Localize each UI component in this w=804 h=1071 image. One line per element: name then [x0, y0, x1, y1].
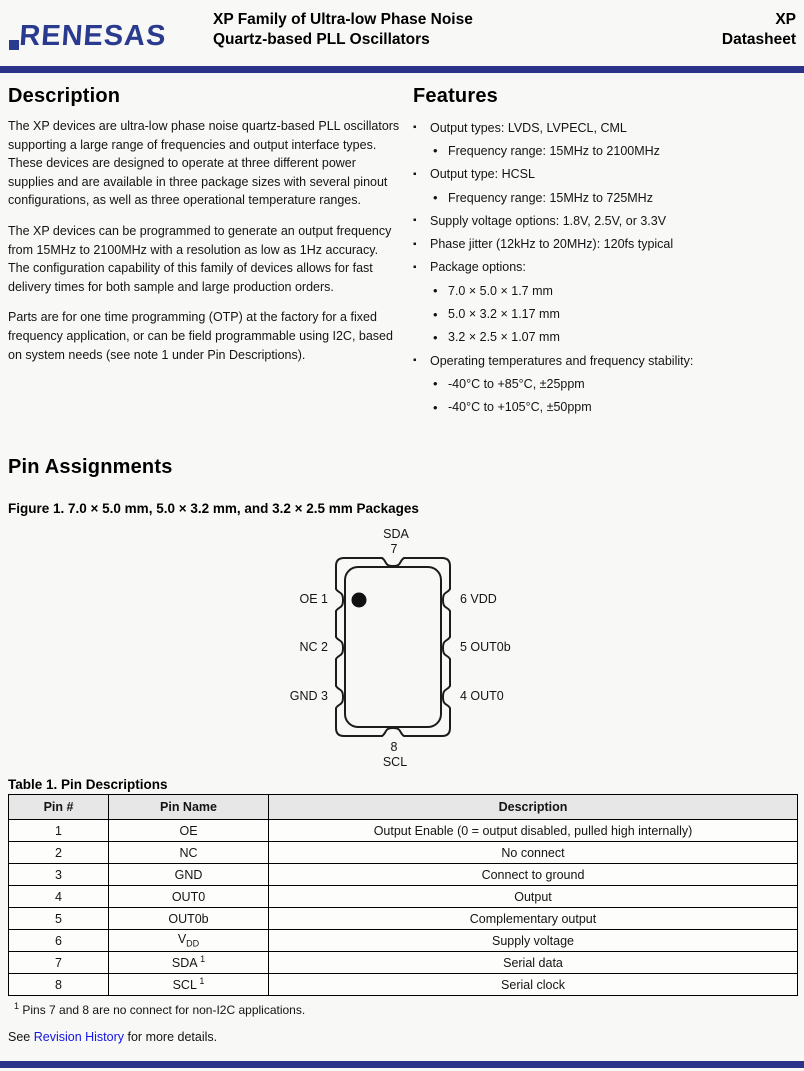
- feature-text: -40°C to +105°C, ±50ppm: [448, 400, 592, 415]
- table-row: [9, 820, 798, 842]
- square-bullet-icon: ▪: [413, 238, 417, 250]
- product-name: XP: [775, 11, 796, 28]
- footer-divider-bar: [0, 1061, 804, 1068]
- footnote-text: Pins 7 and 8 are no connect for non-I2C applications.: [19, 1003, 306, 1017]
- feature-text: Output types: LVDS, LVPECL, CML: [430, 120, 627, 135]
- pin-descriptions-table: [8, 794, 798, 996]
- pin-number-cell: 4: [9, 886, 109, 908]
- pin-number-cell: 1: [9, 820, 109, 842]
- feature-item: [413, 186, 804, 209]
- pin-label-5-out0b: 5 OUT0b: [460, 640, 511, 654]
- feature-item: [413, 163, 804, 186]
- pin-description-cell: Serial data: [269, 952, 798, 974]
- pin-name-cell: SDA $^1$: [109, 952, 269, 974]
- table-row: [9, 864, 798, 886]
- column-header: Pin #: [9, 795, 109, 820]
- feature-item: [413, 349, 804, 372]
- pin-name-cell: GND: [109, 864, 269, 886]
- revision-history-link[interactable]: Revision History: [33, 1030, 125, 1044]
- square-bullet-icon: ▪: [413, 122, 417, 134]
- round-bullet-icon: •: [433, 190, 438, 206]
- doc-type: Datasheet: [721, 31, 796, 48]
- doc-title-line1: XP Family of Ultra-low Phase Noise: [213, 11, 473, 28]
- pin-number-cell: 2: [9, 842, 109, 864]
- table-header-row: [9, 795, 798, 820]
- feature-text: Output type: HCSL: [430, 167, 535, 182]
- package-body: [345, 567, 441, 727]
- pin-name-cell: OUT0b: [109, 908, 269, 930]
- note-post-text: for more details.: [124, 1030, 218, 1044]
- feature-text: 7.0 × 5.0 × 1.7 mm: [448, 283, 553, 298]
- feature-item: [413, 232, 804, 255]
- pin-label-sda: SDA: [383, 527, 409, 541]
- pin-description-cell: No connect: [269, 842, 798, 864]
- pin-label-gnd-3: GND 3: [289, 689, 328, 703]
- doc-title: [213, 10, 473, 50]
- round-bullet-icon: •: [433, 329, 438, 345]
- feature-text: Frequency range: 15MHz to 725MHz: [448, 190, 653, 205]
- pin-description-cell: Output: [269, 886, 798, 908]
- pin-number-cell: 8: [9, 974, 109, 996]
- pin-description-cell: Output Enable (0 = output disabled, pulled high internally): [269, 820, 798, 842]
- doc-type-block: [722, 10, 796, 50]
- feature-text: Supply voltage options: 1.8V, 2.5V, or 3.3V: [430, 213, 667, 228]
- note-pre-text: See: [8, 1030, 34, 1044]
- doc-title-line2: Quartz-based PLL Oscillators: [213, 31, 430, 48]
- table-row: [9, 952, 798, 974]
- feature-text: Package options:: [430, 260, 526, 275]
- features-list: [413, 116, 804, 419]
- figure-caption: Figure 1. 7.0 × 5.0 mm, 5.0 × 3.2 mm, and 3.2 × 2.5 mm Packages: [8, 501, 419, 516]
- square-bullet-icon: ▪: [413, 355, 417, 367]
- column-header: Description: [269, 795, 798, 820]
- feature-text: -40°C to +85°C, ±25ppm: [448, 376, 585, 391]
- pin-description-cell: Connect to ground: [269, 864, 798, 886]
- feature-item: [413, 116, 804, 139]
- feature-item: [413, 256, 804, 279]
- square-bullet-icon: ▪: [413, 215, 417, 227]
- pin-name-cell: SCL $^1$: [109, 974, 269, 996]
- pin-description-cell: Supply voltage: [269, 930, 798, 952]
- description-heading: Description: [8, 85, 121, 107]
- renesas-logo-image: [8, 12, 208, 58]
- description-paragraphs: [8, 117, 402, 376]
- pin1-marker-dot: [352, 593, 367, 608]
- table-row: [9, 886, 798, 908]
- pin-number-7: 7: [390, 542, 398, 556]
- pin-label-scl: SCL: [382, 755, 408, 769]
- pin-description-cell: Serial clock: [269, 974, 798, 996]
- pin-label-4-out0: 4 OUT0: [460, 689, 504, 703]
- description-paragraph: The XP devices can be programmed to generate an output frequency from 15MHz to 2100MHz with a resolution as low as 1Hz accuracy. The configuration capability of this family of devices allows for fast delivery times for both sample and large production orders.: [8, 223, 392, 294]
- table-row: [9, 930, 798, 952]
- feature-item: [413, 396, 804, 419]
- round-bullet-icon: •: [433, 143, 438, 159]
- square-bullet-icon: ▪: [413, 261, 417, 273]
- renesas-logo: [8, 12, 208, 63]
- pin-name-cell: OE: [109, 820, 269, 842]
- column-header: Pin Name: [109, 795, 269, 820]
- feature-text: Operating temperatures and frequency stability:: [430, 353, 694, 368]
- pin-label-oe-1: OE 1: [299, 592, 328, 606]
- pin-label-nc-2: NC 2: [299, 640, 328, 654]
- pin-name-cell: $V_{DD}$: [109, 930, 269, 952]
- pin-label-6-vdd: 6 VDD: [460, 592, 497, 606]
- feature-item: [413, 372, 804, 395]
- header-divider-bar: [0, 66, 804, 73]
- feature-item: [413, 302, 804, 325]
- round-bullet-icon: •: [433, 376, 438, 392]
- table-row: [9, 842, 798, 864]
- table-caption: Table 1. Pin Descriptions: [8, 777, 168, 792]
- feature-item: [413, 326, 804, 349]
- feature-text: 3.2 × 2.5 × 1.07 mm: [448, 330, 560, 345]
- table-footnote: [14, 1001, 305, 1017]
- pin-number-cell: 7: [9, 952, 109, 974]
- pin-number-cell: 5: [9, 908, 109, 930]
- pin-name-cell: NC: [109, 842, 269, 864]
- feature-text: 5.0 × 3.2 × 1.17 mm: [448, 307, 560, 322]
- round-bullet-icon: •: [433, 306, 438, 322]
- feature-text: Frequency range: 15MHz to 2100MHz: [448, 143, 660, 158]
- features-heading: Features: [413, 85, 498, 107]
- feature-item: [413, 209, 804, 232]
- description-paragraph: Parts are for one time programming (OTP) at the factory for a fixed frequency application, or can be field programmable using I2C, based on system needs (see note 1 under Pin Descriptions).: [8, 310, 393, 362]
- footnote-superscript: 1: [14, 1001, 20, 1011]
- feature-item: [413, 139, 804, 162]
- table-row: [9, 974, 798, 996]
- feature-item: [413, 279, 804, 302]
- revision-history-note: [8, 1030, 217, 1044]
- table-row: [9, 908, 798, 930]
- pin-description-cell: Complementary output: [269, 908, 798, 930]
- round-bullet-icon: •: [433, 283, 438, 299]
- pin-name-cell: OUT0: [109, 886, 269, 908]
- description-paragraph: The XP devices are ultra-low phase noise quartz-based PLL oscillators supporting a large range of frequencies and output interface types. These devices are designed to operate at three different power supplies and are available in three package sizes with several pinout configurations, as well as three operational temperature ranges.: [8, 119, 400, 208]
- square-bullet-icon: ▪: [413, 168, 417, 180]
- logo-wordmark: RENESAS: [18, 20, 168, 52]
- round-bullet-icon: •: [433, 399, 438, 415]
- pin-number-8: 8: [390, 740, 398, 754]
- pin-number-cell: 6: [9, 930, 109, 952]
- pin-assignments-heading: Pin Assignments: [8, 456, 173, 478]
- package-outline: [336, 558, 450, 736]
- pin-number-cell: 3: [9, 864, 109, 886]
- feature-text: Phase jitter (12kHz to 20MHz): 120fs typical: [430, 237, 674, 252]
- package-pinout-diagram: [0, 525, 804, 777]
